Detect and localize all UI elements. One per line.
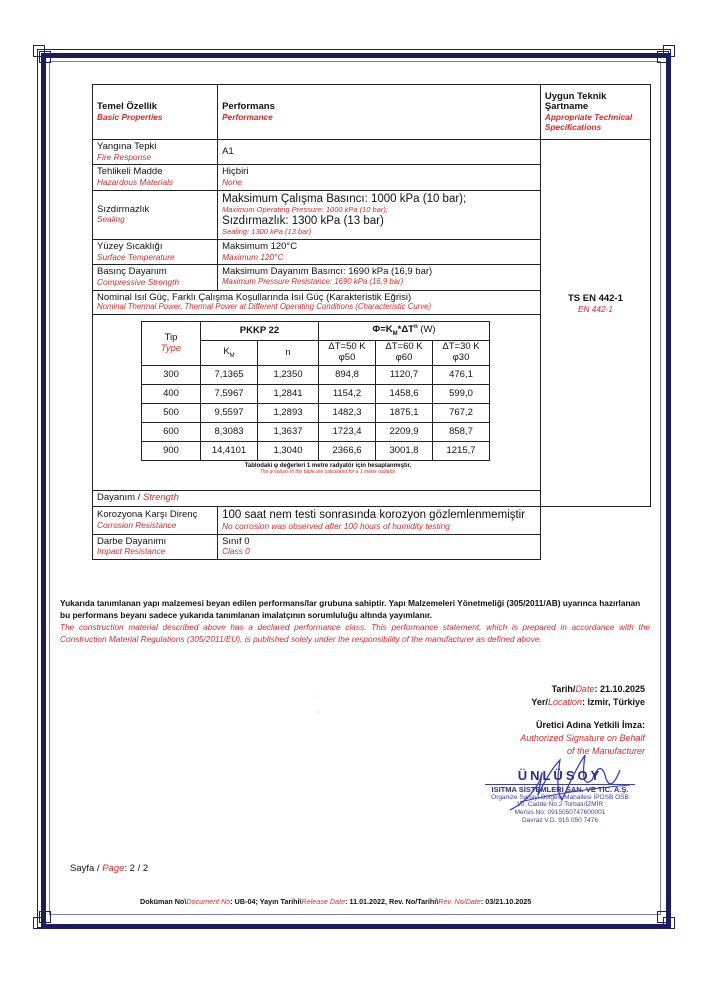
table-note-en: The φ values in the table are calculated for a 1 meter radiator. xyxy=(259,469,397,476)
table-row: 300 7,1365 1,2350 894,8 1120,7 476,1 xyxy=(142,366,490,385)
row-surface-temperature: Yüzey Sıcaklığı Surface Temperature Maksimum 120°C Maximum 120°C xyxy=(93,239,651,264)
table-row: 400 7,5967 1,2841 1154,2 1458,6 599,0 xyxy=(142,385,490,404)
table-note: Tablodaki φ değerleri 1 metre radyatör için hesaplanmıştır. xyxy=(244,463,412,470)
thermal-output-table xyxy=(141,321,490,461)
company-stamp: ÜNLÜSOY ISITMA SİSTEMLERİ SAN. VE TİC. A.Ş. Organize Sanayi Bölgesi Mahallesi İPOSB OSB 10. Cadde No:2 Torbalı/İZMİR Mersis No: 0915050747600001 Davraz V.D. 915 050 7476 xyxy=(462,768,658,825)
declaration-tr: Yukarıda tanımlanan yapı malzemesi beyan edilen performans/lar grubuna sahiptir. Yapı Malzemeleri Yönetmeliği (305/2011/AB) uyarınca hazırlanan bu performans beyanı sadece yukarıda tanımlanan imalatçının sorumluluğu altında yayımlanır. xyxy=(60,598,641,621)
header-performance: Performans Performance xyxy=(218,85,541,140)
corner-ornament xyxy=(39,911,51,923)
col-dt50: ΔT=50 K φ50 xyxy=(319,341,376,366)
page-number: Sayfa / Page: 2 / 2 xyxy=(70,863,149,874)
declaration-statement xyxy=(60,597,650,645)
row-thermal-title: Nominal Isıl Güç, Farklı Çalışma Koşullarında Isıl Güç (Karakteristik Eğrisi) Nominal Thermal Power, Thermal Power at Different Operating Conditions (Characteristic Curve) xyxy=(93,290,651,315)
row-corrosion-resistance: Korozyona Karşı Direnç Corrosion Resistance 100 saat nem testi sonrasında korozyon gözlemlenmemiştir No corrosion was observed after 100 hours of humidity testing xyxy=(93,506,651,534)
date-line: Tarih/Date: 21.10.2025 xyxy=(551,684,645,694)
header-basic-properties: Temel Özellik Basic Properties xyxy=(93,85,218,140)
row-impact-resistance: Darbe Dayanımı Impact Resistance Sınıf 0 Class 0 xyxy=(93,534,651,559)
performance-table xyxy=(92,84,651,560)
corner-ornament xyxy=(39,51,51,63)
spec-cell: TS EN 442-1 EN 442-1 xyxy=(540,140,650,507)
table-row: 600 8,3083 1,3637 1723,4 2209,9 858,7 xyxy=(142,423,490,442)
location-line: Yer/Location: Izmir, Türkiye xyxy=(531,697,645,708)
declaration-en: The construction material described above has a declared performance class. This performance statement, which is prepared in accordance with the Construction Material Regulations (305/2011/EU), is published solely under the responsibility of the manufacturer as defined above. xyxy=(60,622,650,645)
scan-artifact: ∴ xyxy=(316,709,320,715)
row-compressive-strength: Basınç Dayanım Compressive Strength Maksimum Dayanım Basıncı: 1690 kPa (16,9 bar) Maximum Pressure Resistance: 1690 kPa (16,9 bar) xyxy=(93,265,651,290)
table-header-row xyxy=(93,85,651,140)
col-type: Tip Type xyxy=(142,322,201,366)
row-fire-response: Yangına Tepki Fire Response A1 TS EN 442-1 EN 442-1 xyxy=(93,140,651,165)
row-strength-section: Dayanım / Strength xyxy=(93,490,651,506)
col-n: n xyxy=(258,341,319,366)
corner-ornament xyxy=(657,911,669,923)
row-hazardous-materials: Tehlikeli Madde Hazardous Materials Hiçbiri None xyxy=(93,165,651,190)
signature-block: Tarih/Date: 21.10.2025 Yer/Location: Izmir, Türkiye Üretici Adına Yetkili İmza: Authorized Signature on Behalf of the Manufacturer xyxy=(520,684,645,757)
scan-artifact: ·: xyxy=(316,694,320,700)
corner-ornament xyxy=(657,51,669,63)
scan-artifact: · xyxy=(318,940,320,946)
header-spec: Uygun Teknik Şartname Appropriate Technical Specifications xyxy=(540,85,650,140)
table-row: 500 9,5597 1,2893 1482,3 1875,1 767,2 xyxy=(142,404,490,423)
table-row: 900 14,4101 1,3040 2366,6 3001,8 1215,7 xyxy=(142,442,490,461)
col-dt30: ΔT=30 K φ30 xyxy=(433,341,490,366)
row-sealing: Sızdırmazlık Sealing Maksimum Çalışma Basıncı: 1000 kPa (10 bar); Maximum Operating Pressure: 1000 kPa (10 bar); Sızdırmazlık: 1300 kPa (13 bar) Sealing: 1300 kPa (13 bar) xyxy=(93,190,651,239)
col-model: PKKP 22 xyxy=(201,322,319,341)
col-km: $K_M$ xyxy=(201,341,258,366)
col-formula: $\Phi=K_M*\Delta T^n$ (W) xyxy=(319,322,490,341)
col-dt60: ΔT=60 K φ60 xyxy=(376,341,433,366)
document-footer: Doküman No\Document No: UB-04; Yayın Tarihi\Release Date: 11.01.2022, Rev. No/Tarihi\Rev. No/Date: 03/21.10.2025 xyxy=(140,897,532,906)
authorized-signature-label: Üretici Adına Yetkili İmza: xyxy=(535,720,645,731)
